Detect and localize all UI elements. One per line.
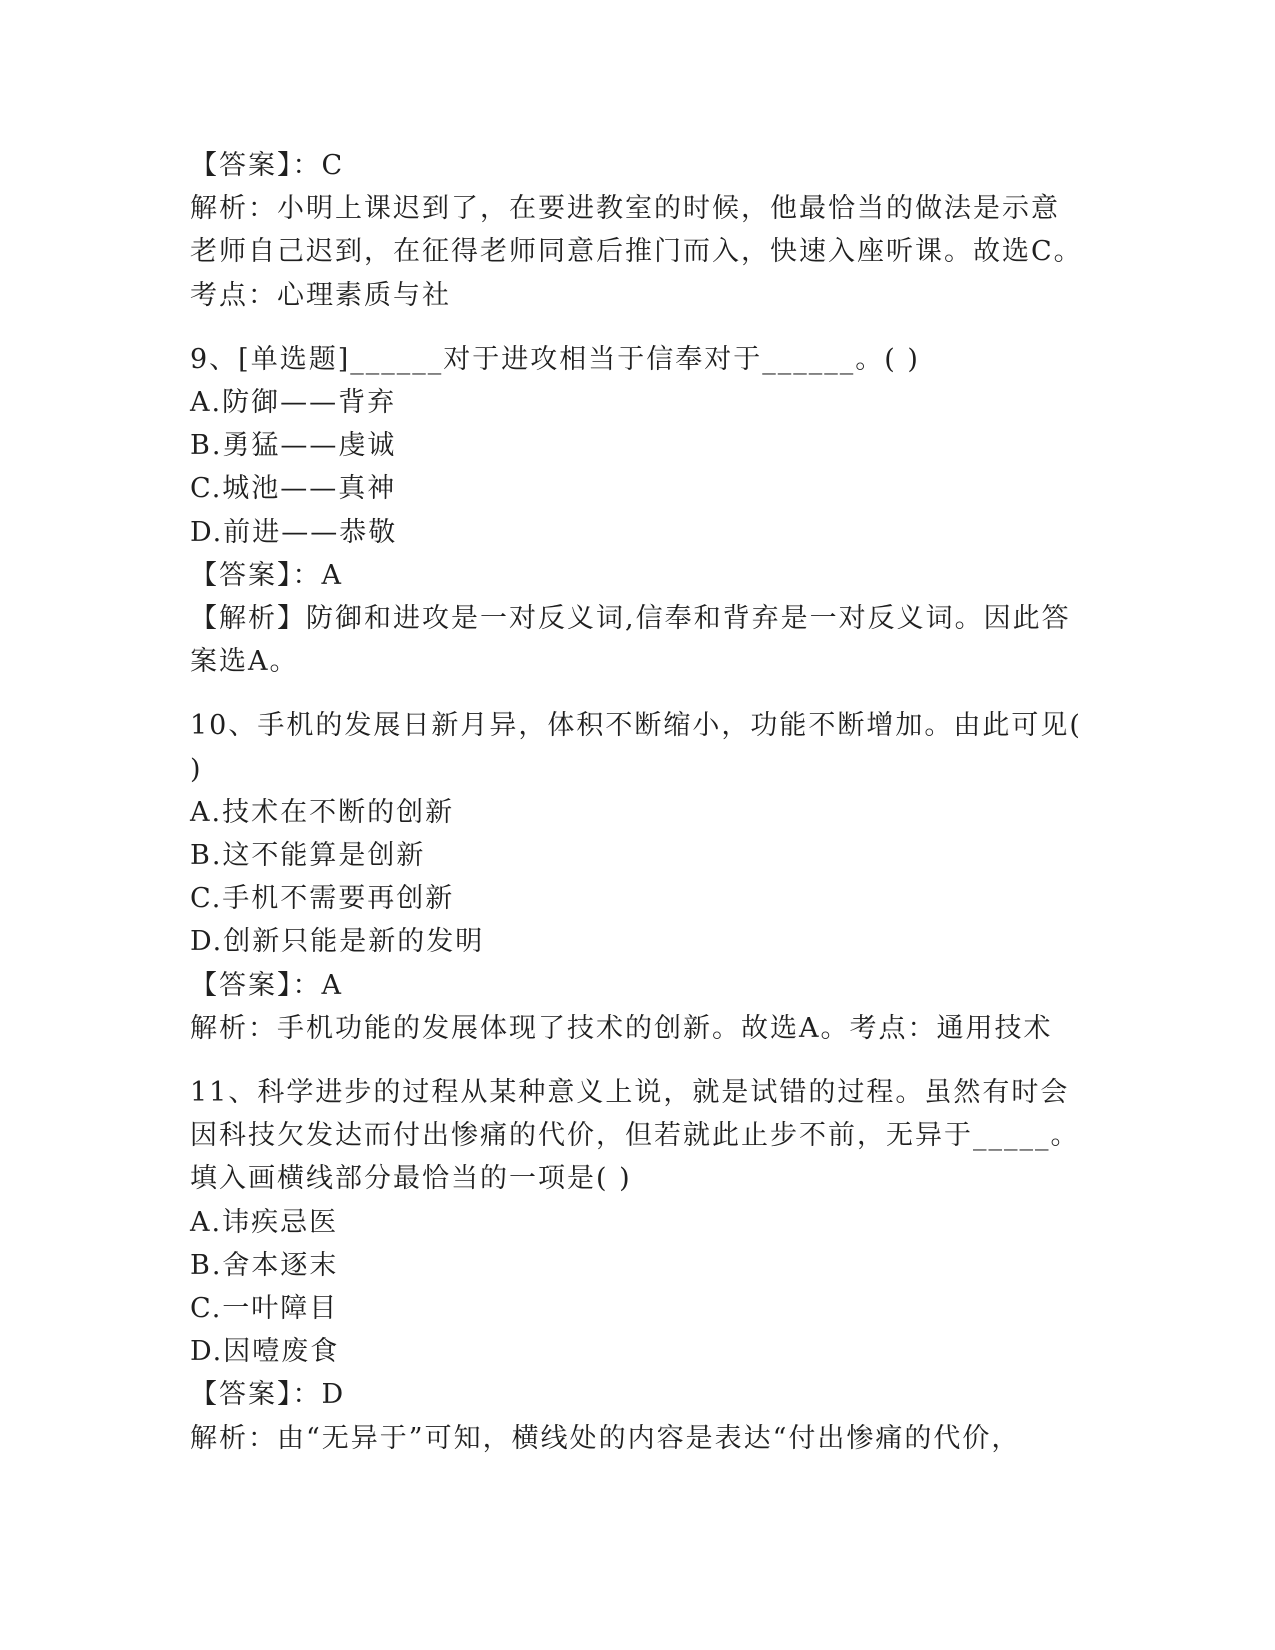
question-stem: 11、科学进步的过程从某种意义上说，就是试错的过程。虽然有时会: [190, 1077, 1070, 1109]
answer-line: 【答案】：A: [190, 559, 343, 591]
option-d: D.创新只能是新的发明: [190, 926, 485, 958]
analysis-line: 老师自己迟到，在征得老师同意后推门而入，快速入座听课。故选C。: [190, 236, 1083, 268]
analysis-line: 考点：心理素质与社: [190, 279, 451, 311]
spacer: [190, 683, 1090, 704]
analysis-line: 解析：小明上课迟到了，在要进教室的时候，他最恰当的做法是示意: [190, 193, 1060, 225]
question-11: [190, 1071, 1090, 1460]
question-9: [190, 338, 1090, 684]
prev-answer-block: [190, 144, 1090, 317]
question-10: [190, 704, 1090, 1050]
analysis-line: 解析：由“无异于”可知，横线处的内容是表达“付出惨痛的代价，: [190, 1422, 1021, 1454]
option-b: B.舍本逐末: [190, 1249, 339, 1281]
analysis-line: 解析：手机功能的发展体现了技术的创新。故选A。考点：通用技术: [190, 1012, 1053, 1044]
option-b: B.这不能算是创新: [190, 840, 426, 872]
option-b: B.勇猛——虔诚: [190, 430, 397, 462]
option-d: D.因噎废食: [190, 1336, 340, 1368]
option-d: D.前进——恭敬: [190, 516, 398, 548]
option-a: A.讳疾忌医: [190, 1206, 339, 1238]
answer-line: 【答案】：A: [190, 969, 343, 1001]
question-stem: 10、手机的发展日新月异，体积不断缩小，功能不断增加。由此可见(: [190, 710, 1082, 742]
exam-page: [190, 144, 1090, 1460]
question-stem: 因科技欠发达而付出惨痛的代价，但若就此止步不前，无异于_____。: [190, 1120, 1080, 1152]
spacer: [190, 1050, 1090, 1071]
option-c: C.一叶障目: [190, 1293, 339, 1325]
answer-line: 【答案】：C: [190, 150, 345, 181]
option-a: A.防御——背弃: [190, 387, 397, 419]
option-a: A.技术在不断的创新: [190, 796, 455, 828]
analysis-line: 案选A。: [190, 646, 299, 678]
option-c: C.城池——真神: [190, 473, 397, 505]
answer-line: 【答案】：D: [190, 1379, 346, 1411]
spacer: [190, 317, 1090, 338]
question-stem: 9、[单选题]______对于进攻相当于信奉对于______。( ): [190, 343, 920, 375]
analysis-line: 【解析】防御和进攻是一对反义词,信奉和背弃是一对反义词。因此答: [190, 603, 1071, 635]
option-c: C.手机不需要再创新: [190, 883, 455, 915]
question-stem: ): [190, 753, 203, 785]
question-stem: 填入画横线部分最恰当的一项是( ): [190, 1163, 632, 1195]
